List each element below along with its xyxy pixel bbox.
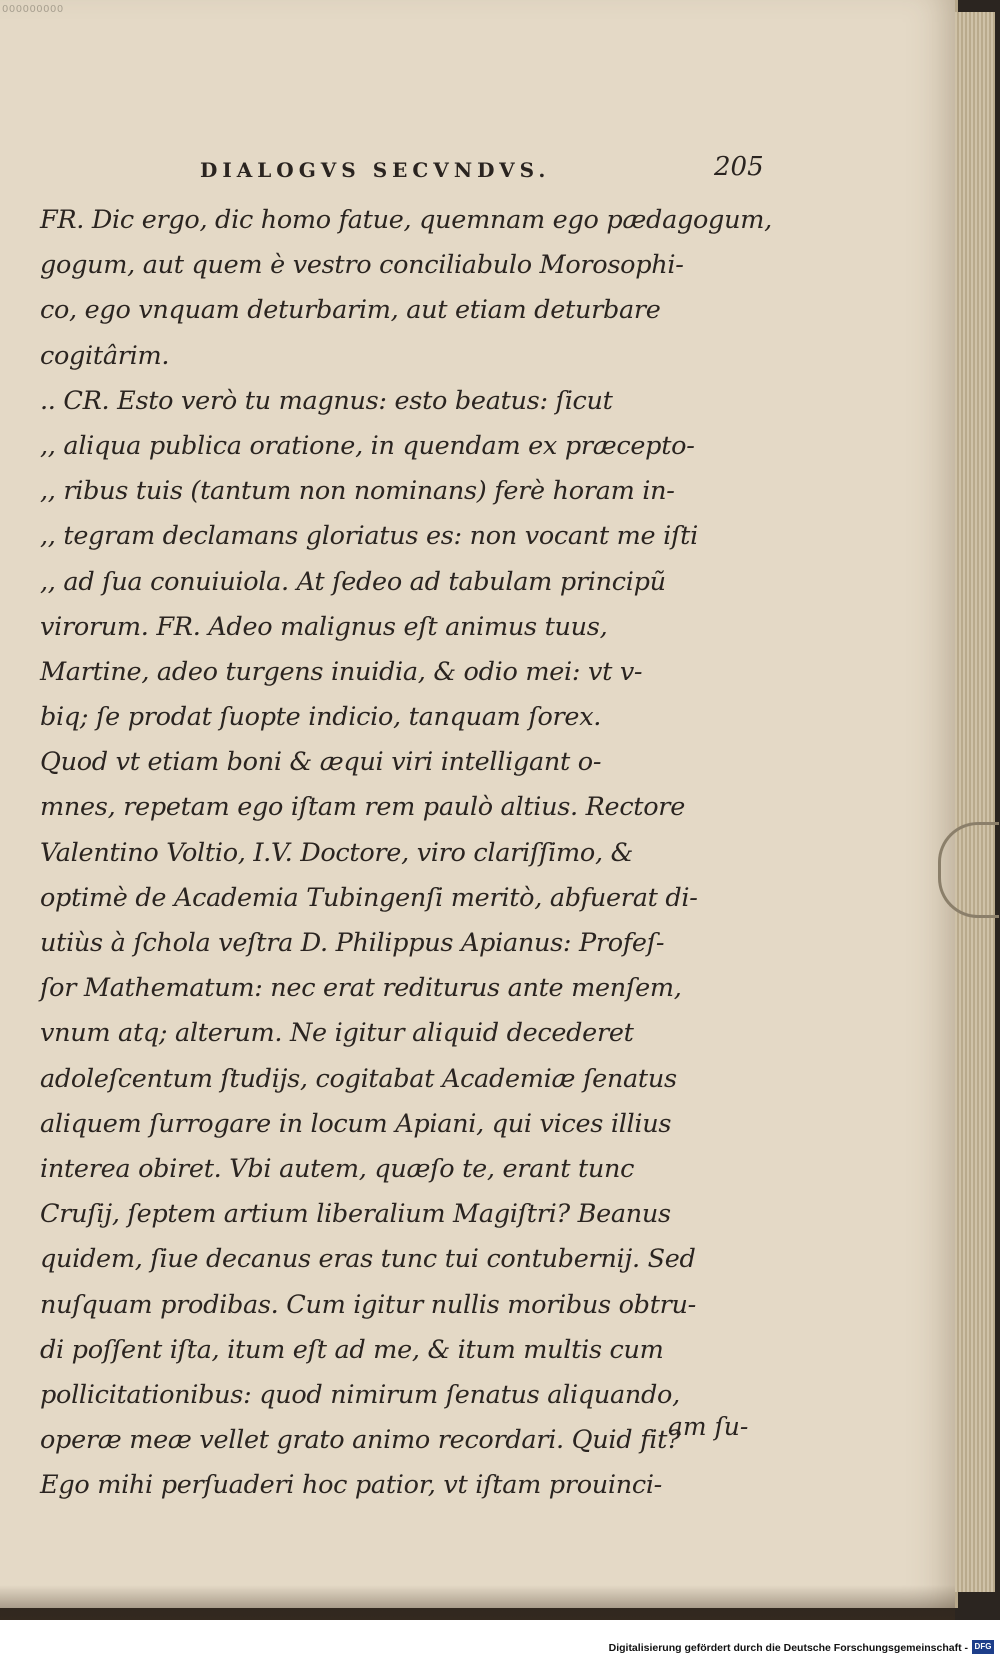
catchword: am ſu- <box>668 1412 749 1441</box>
page-bottom-shadow <box>0 1585 955 1620</box>
text-line: Cruſij, ſeptem artium liberalium Magiſtri? Beanus <box>40 1199 671 1230</box>
text-line: aliquem ſurrogare in locum Apiani, qui vices illius <box>40 1108 672 1139</box>
dfg-logo-icon: DFG <box>972 1640 994 1654</box>
text-line: cogitârim. <box>40 340 170 371</box>
running-head: DIALOGVS SECVNDVS. <box>200 158 551 182</box>
text-line: ,, ad ſua conuiuiola. At ſedeo ad tabulam principũ <box>40 566 666 597</box>
text-line: operæ meæ vellet grato animo recordari. Quid fit? <box>40 1425 681 1456</box>
book-clasp-icon <box>938 822 999 918</box>
text-line: gogum, aut quem è vestro conciliabulo Morosophi- <box>40 250 684 281</box>
text-line: adoleſcentum ſtudijs, cogitabat Academiæ ſenatus <box>40 1063 677 1094</box>
page-edges <box>955 12 995 1592</box>
text-line: Quod vt etiam boni & æqui viri intelligant o- <box>40 747 602 778</box>
text-line: Valentino Voltio, I.V. Doctore, viro clariſſimo, & <box>40 837 633 868</box>
text-line: ,, ribus tuis (tantum non nominans) ferè horam in- <box>40 476 675 507</box>
body-text <box>40 198 770 1508</box>
text-line: quidem, ſiue decanus eras tunc tui contubernij. Sed <box>40 1244 696 1275</box>
text-line: interea obiret. Vbi autem, quæſo te, erant tunc <box>40 1153 635 1184</box>
text-line: virorum. FR. Adeo malignus eſt animus tuus, <box>40 611 608 642</box>
text-line: co, ego vnquam deturbarim, aut etiam deturbare <box>40 295 661 326</box>
text-line: vnum atq; alterum. Ne igitur aliquid decederet <box>40 1018 634 1049</box>
text-line: biq; ſe prodat ſuopte indicio, tanquam ſorex. <box>40 702 602 733</box>
text-line: mnes, repetam ego iſtam rem paulò altius. Rectore <box>40 792 685 823</box>
text-line: ſor Mathematum: nec erat rediturus ante menſem, <box>40 973 682 1004</box>
text-line: pollicitationibus: quod nimirum ſenatus aliquando, <box>40 1379 680 1410</box>
page-number: 205 <box>714 152 764 182</box>
text-line: .. CR. Esto verò tu magnus: esto beatus: ſicut <box>40 385 613 416</box>
funding-credit: Digitalisierung gefördert durch die Deutsche Forschungsgemeinschaft - <box>608 1642 968 1654</box>
scan-watermark: 000000000 <box>2 4 64 15</box>
text-line: Ego mihi perſuaderi hoc patior, vt iſtam prouinci- <box>40 1470 663 1501</box>
text-line: ,, tegram declamans gloriatus es: non vocant me iſti <box>40 521 698 552</box>
text-line: FR. Dic ergo, dic homo fatue, quemnam ego pædagogum, <box>40 205 772 235</box>
text-line: utiùs à ſchola veſtra D. Philippus Apianus: Profeſ- <box>40 928 665 958</box>
text-line: nuſquam prodibas. Cum igitur nullis moribus obtru- <box>40 1289 696 1320</box>
text-line: ,, aliqua publica oratione, in quendam ex præcepto- <box>40 430 695 461</box>
digitization-footer <box>0 1620 1000 1666</box>
text-line: Martine, adeo turgens inuidia, & odio mei: vt v- <box>40 656 643 687</box>
text-line: optimè de Academia Tubingenſi meritò, abfuerat di- <box>40 882 698 913</box>
text-line: di poſſent iſta, itum eſt ad me, & itum multis cum <box>40 1334 664 1365</box>
